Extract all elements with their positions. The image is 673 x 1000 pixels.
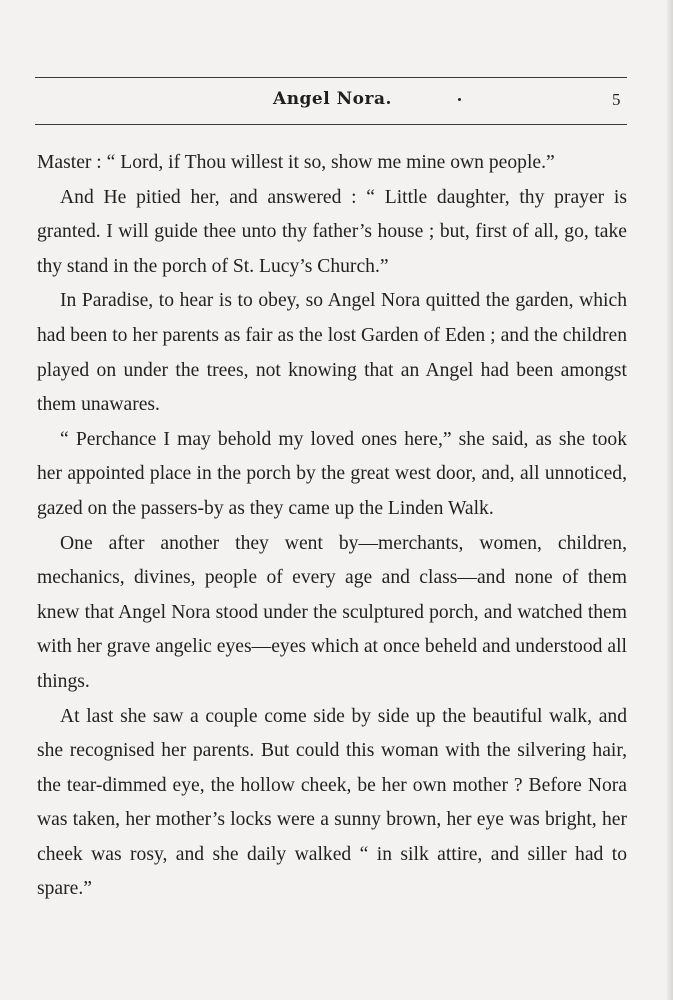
body-text	[37, 146, 627, 907]
running-title: Angel Nora.	[273, 89, 392, 109]
paragraph-3: In Paradise, to hear is to obey, so Angel Nora quitted the garden, which had been to her parents as fair as the lost Garden of Eden ; and the children played on under the trees, not knowing that an Angel had been amongst them unawares.	[37, 290, 627, 416]
header-top-rule	[35, 77, 627, 78]
page-number: 5	[612, 90, 621, 109]
page-edge-shadow	[667, 0, 673, 1000]
paragraph-5: One after another they went by—merchants, women, children, mechanics, divines, people of every age and class—and none of them knew that Angel Nora stood under the sculptured porch, and watched them with her grave angelic eyes—eyes which at once beheld and understood all things.	[37, 532, 627, 692]
paragraph-2: And He pitied her, and answered : “ Little daughter, thy prayer is granted. I will guide thee unto thy father’s house ; but, first of all, go, take thy stand in the porch of St. Lucy’s Church.”	[37, 186, 627, 277]
ink-speck	[458, 98, 461, 101]
running-head	[0, 88, 673, 114]
paragraph-4: “ Perchance I may behold my loved ones here,” she said, as she took her appointed place in the porch by the great west door, and, all unnoticed, gazed on the passers-by as they came up the Linden Walk.	[37, 428, 627, 519]
header-bottom-rule	[35, 124, 627, 125]
paragraph-6: At last she saw a couple come side by side up the beautiful walk, and she recognised her parents. But could this woman with the silvering hair, the tear-dimmed eye, the hollow cheek, be her own mother ? Before Nora was taken, her mother’s locks were a sunny brown, her eye was bright, her cheek was rosy, and she daily walked “ in silk attire, and siller had to spare.”	[37, 705, 627, 900]
paragraph-1: Master : “ Lord, if Thou willest it so, show me mine own people.”	[37, 152, 555, 173]
